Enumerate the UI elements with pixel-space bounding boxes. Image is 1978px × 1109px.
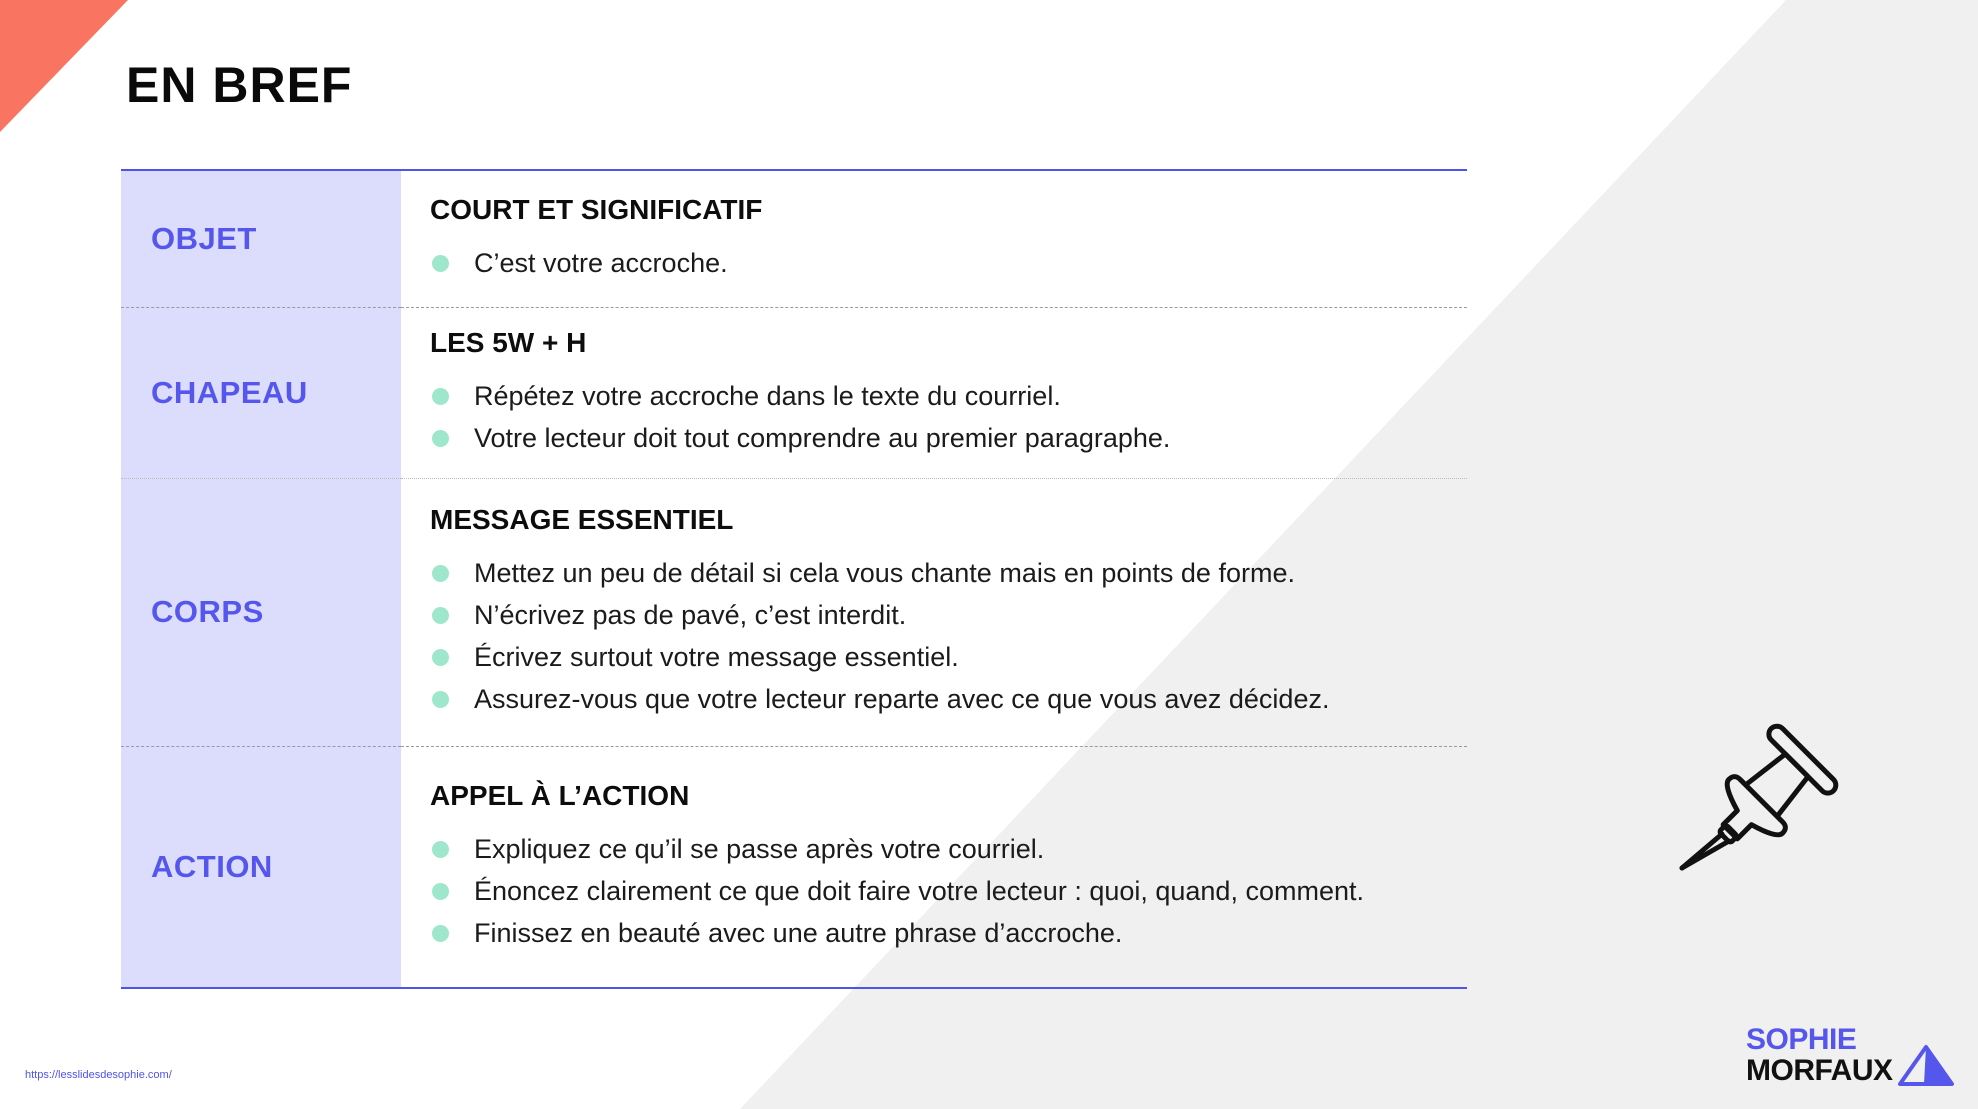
- bullet-list: [430, 552, 1447, 720]
- table-row: [121, 307, 1467, 478]
- bullet-icon: [432, 255, 449, 272]
- list-item: N’écrivez pas de pavé, c’est interdit.: [430, 594, 1447, 636]
- source-url[interactable]: https://lesslidesdesophie.com/: [25, 1069, 172, 1081]
- bullet-icon: [432, 883, 449, 900]
- mountain-triangle-logo: [1898, 1044, 1954, 1086]
- bullet-list: [430, 375, 1447, 459]
- bullet-icon: [432, 841, 449, 858]
- category-label: CORPS: [121, 478, 401, 746]
- row-content: [401, 307, 1467, 478]
- list-item: Répétez votre accroche dans le texte du courriel.: [430, 375, 1447, 417]
- bullet-icon: [432, 565, 449, 582]
- brand-line-2: MORFAUX: [1746, 1054, 1893, 1087]
- table-row: [121, 478, 1467, 746]
- table-row: [121, 170, 1467, 307]
- category-label: ACTION: [121, 746, 401, 988]
- corner-accent: [0, 0, 130, 132]
- list-item: Énoncez clairement ce que doit faire votre lecteur : quoi, quand, comment.: [430, 870, 1447, 912]
- bullet-icon: [432, 607, 449, 624]
- list-item: C’est votre accroche.: [430, 242, 1447, 284]
- bullet-icon: [432, 388, 449, 405]
- list-item: Finissez en beauté avec une autre phrase d’accroche.: [430, 912, 1447, 954]
- list-item: Écrivez surtout votre message essentiel.: [430, 636, 1447, 678]
- bullet-list: [430, 828, 1447, 954]
- bullet-list: [430, 242, 1447, 284]
- row-content: [401, 746, 1467, 988]
- list-item: Mettez un peu de détail si cela vous chante mais en points de forme.: [430, 552, 1447, 594]
- pushpin-icon: [1670, 712, 1840, 882]
- summary-table: [121, 169, 1467, 989]
- row-heading: COURT ET SIGNIFICATIF: [430, 193, 763, 225]
- list-item: Expliquez ce qu’il se passe après votre courriel.: [430, 828, 1447, 870]
- row-heading: LES 5W + H: [430, 326, 587, 358]
- list-item: Votre lecteur doit tout comprendre au premier paragraphe.: [430, 417, 1447, 459]
- list-item: Assurez-vous que votre lecteur reparte avec ce que vous avez décidez.: [430, 678, 1447, 720]
- row-content: [401, 170, 1467, 307]
- brand-logo: [1746, 1024, 1893, 1086]
- row-content: [401, 478, 1467, 746]
- category-label: OBJET: [121, 170, 401, 307]
- brand-line-1: SOPHIE: [1746, 1023, 1857, 1056]
- category-label: CHAPEAU: [121, 307, 401, 478]
- bullet-icon: [432, 430, 449, 447]
- row-heading: APPEL À L’ACTION: [430, 779, 690, 811]
- bullet-icon: [432, 691, 449, 708]
- bullet-icon: [432, 649, 449, 666]
- table-row: [121, 746, 1467, 988]
- row-heading: MESSAGE ESSENTIEL: [430, 504, 734, 535]
- bullet-icon: [432, 925, 449, 942]
- page-title: EN BREF: [126, 57, 353, 113]
